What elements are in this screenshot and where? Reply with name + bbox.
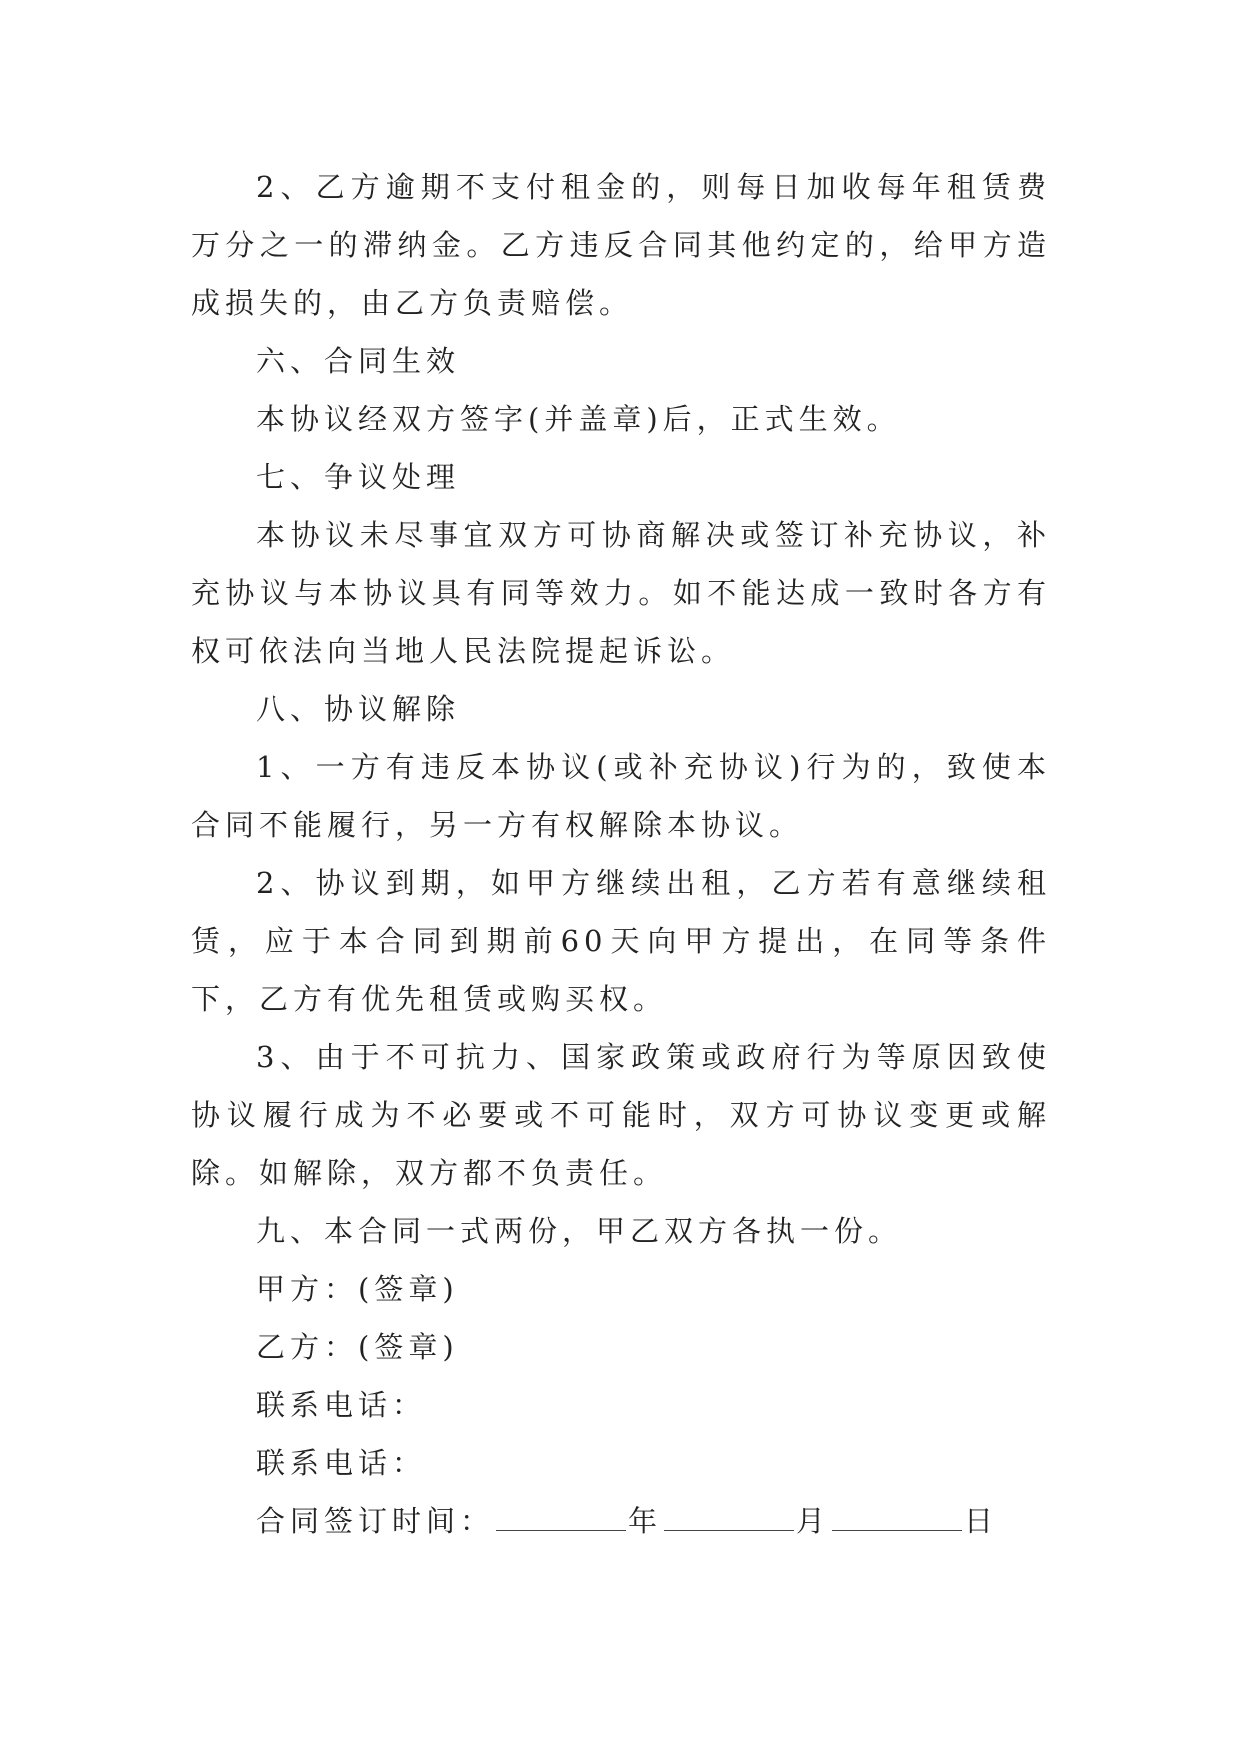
signing-month-label: 月 — [796, 1504, 831, 1538]
section-heading-dispute: 七、争议处理 — [256, 460, 461, 494]
clause-termination-2: 2、协议到期，如甲方继续出租，乙方若有意继续租赁，应于本合同到期前60天向甲方提出，在同等条件下，乙方有优先租赁或购买权。 — [191, 866, 1051, 1016]
signing-year-blank — [496, 1500, 626, 1531]
clause-effect: 本协议经双方签字(并盖章)后，正式生效。 — [256, 402, 901, 436]
signing-day-blank — [832, 1500, 962, 1531]
clause-dispute: 本协议未尽事宜双方可协商解决或签订补充协议，补充协议与本协议具有同等效力。如不能达成一致时各方有权可依法向当地人民法院提起诉讼。 — [191, 518, 1051, 668]
clause-copies: 九、本合同一式两份，甲乙双方各执一份。 — [256, 1214, 903, 1248]
signing-day-label: 日 — [964, 1504, 999, 1538]
signing-date-label: 合同签订时间： — [256, 1504, 495, 1538]
clause-termination-1: 1、一方有违反本协议(或补充协议)行为的，致使本合同不能履行，另一方有权解除本协议。 — [191, 750, 1051, 842]
party-a-signature: 甲方：(签章) — [256, 1272, 459, 1306]
section-heading-effect: 六、合同生效 — [256, 344, 461, 378]
contact-phone-a: 联系电话： — [256, 1388, 427, 1422]
signing-date-line — [191, 1492, 1051, 1550]
clause-late-payment: 2、乙方逾期不支付租金的，则每日加收每年租赁费万分之一的滞纳金。乙方违反合同其他约定的，给甲方造成损失的，由乙方负责赔偿。 — [191, 170, 1051, 320]
signing-month-blank — [664, 1500, 794, 1531]
signing-year-label: 年 — [628, 1504, 663, 1538]
document-body — [191, 158, 1051, 1550]
section-heading-termination: 八、协议解除 — [256, 692, 461, 726]
contact-phone-b: 联系电话： — [256, 1446, 427, 1480]
clause-termination-3: 3、由于不可抗力、国家政策或政府行为等原因致使协议履行成为不必要或不可能时，双方可协议变更或解除。如解除，双方都不负责任。 — [191, 1040, 1051, 1190]
party-b-signature: 乙方：(签章) — [256, 1330, 459, 1364]
